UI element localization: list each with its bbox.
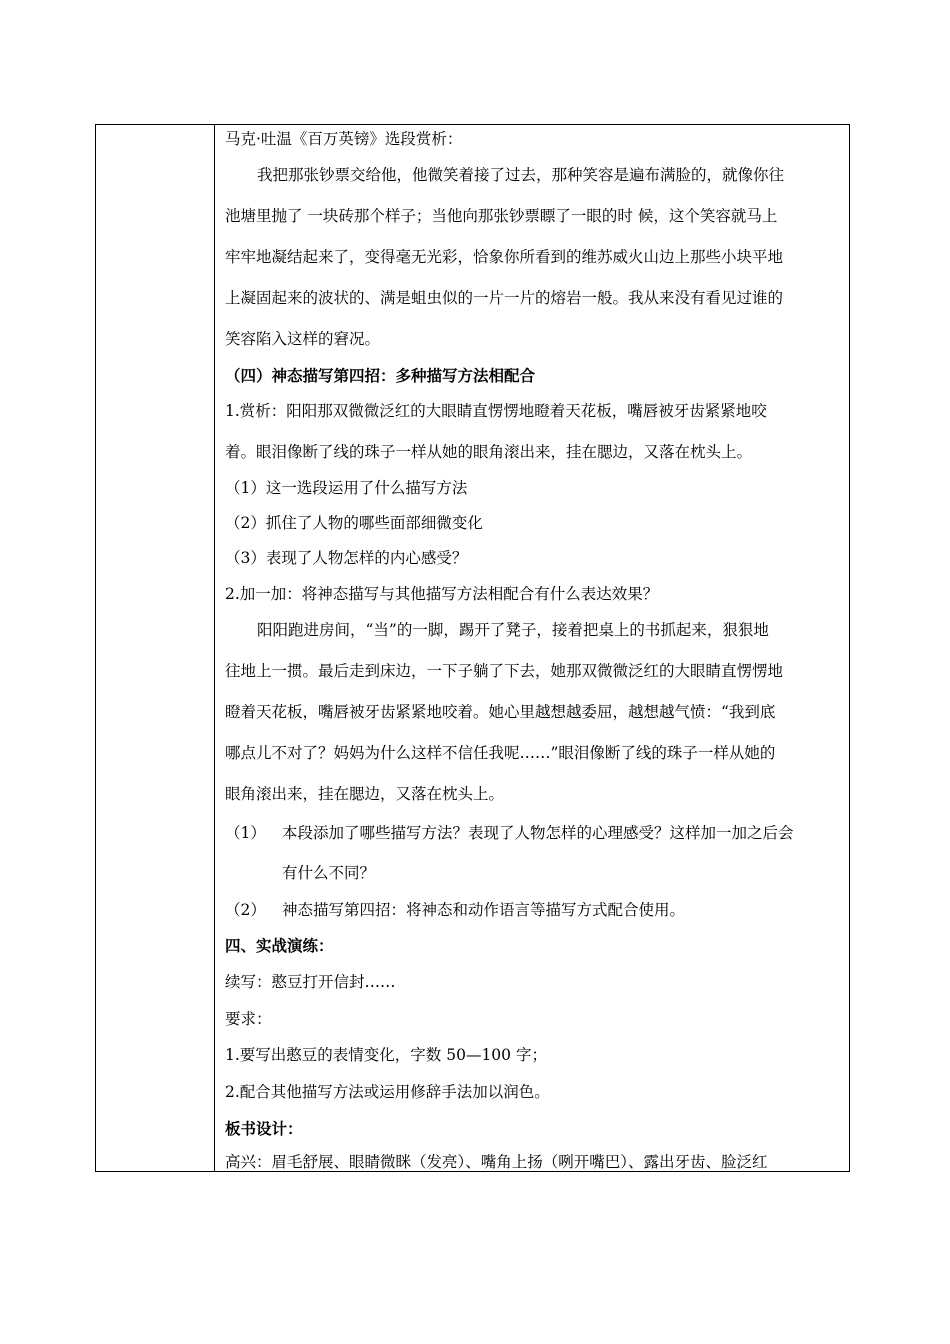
- excerpt-paragraph-line: 牢牢地凝结起来了，变得毫无光彩，恰象你所看到的维苏威火山边上那些小块平地: [225, 248, 784, 266]
- question-item: （2）抓住了人物的哪些面部细微变化: [225, 514, 483, 532]
- passage-line: 哪点儿不对了？妈妈为什么这样不信任我呢……”眼泪像断了线的珠子一样从她的: [225, 744, 776, 762]
- section-heading: （四）神态描写第四招：多种描写方法相配合: [225, 366, 536, 385]
- excerpt-paragraph-line: 上凝固起来的波状的、满是蛆虫似的一片一片的熔岩一般。我从来没有看见过谁的: [225, 289, 784, 307]
- left-column-cell: [96, 125, 215, 1171]
- excerpt-paragraph-line: 笑容陷入这样的窘况。: [225, 330, 381, 348]
- question-number: （1）: [225, 824, 266, 842]
- excerpt-paragraph-line: 我把那张钞票交给他，他微笑着接了过去，那种笑容是遍布满脸的，就像你往: [257, 166, 785, 184]
- passage-line: 阳阳跑进房间，“当”的一脚，踢开了凳子，接着把桌上的书抓起来，狠狠地: [257, 621, 769, 639]
- question-item: （1）这一选段运用了什么描写方法: [225, 479, 468, 497]
- exercise-line: 2.加一加：将神态描写与其他描写方法相配合有什么表达效果？: [225, 585, 659, 603]
- section-heading: 板书设计：: [225, 1119, 303, 1138]
- passage-line: 眼角滚出来，挂在腮边，又落在枕头上。: [225, 785, 505, 803]
- excerpt-paragraph-line: 池塘里抛了 一块砖那个样子；当他向那张钞票瞟了一眼的时 候，这个笑容就马上: [225, 207, 778, 225]
- section-heading: 四、实战演练：: [225, 936, 334, 955]
- question-number: （2）: [225, 901, 266, 919]
- analysis-line: 着。眼泪像断了线的珠子一样从她的眼角滚出来，挂在腮边，又落在枕头上。: [225, 443, 753, 461]
- requirement-item: 2.配合其他描写方法或运用修辞手法加以润色。: [225, 1083, 550, 1101]
- requirement-item: 1.要写出憨豆的表情变化，字数 50—100 字；: [225, 1046, 547, 1064]
- passage-line: 往地上一掼。最后走到床边，一下子躺了下去，她那双微微泛红的大眼睛直愣愣地: [225, 662, 784, 680]
- question-text: 有什么不同？: [282, 864, 376, 882]
- question-text: 本段添加了哪些描写方法？表现了人物怎样的心理感受？这样加一加之后会: [282, 824, 794, 842]
- analysis-line: 1.赏析：阳阳那双微微泛红的大眼睛直愣愣地瞪着天花板，嘴唇被牙齿紧紧地咬: [225, 402, 767, 420]
- content-cell: [215, 125, 849, 1171]
- requirements-label: 要求：: [225, 1010, 272, 1028]
- board-design-line: 高兴：眉毛舒展、眼睛微眯（发亮）、嘴角上扬（咧开嘴巴）、露出牙齿、脸泛红: [225, 1153, 768, 1171]
- question-item: （3）表现了人物怎样的内心感受？: [225, 549, 468, 567]
- question-text: 神态描写第四招：将神态和动作语言等描写方式配合使用。: [282, 901, 686, 919]
- lesson-table: [95, 124, 850, 1172]
- excerpt-title: 马克·吐温《百万英镑》选段赏析：: [225, 130, 463, 148]
- task-line: 续写：憨豆打开信封……: [225, 973, 396, 991]
- passage-line: 瞪着天花板，嘴唇被牙齿紧紧地咬着。她心里越想越委屈，越想越气愤：“我到底: [225, 703, 776, 721]
